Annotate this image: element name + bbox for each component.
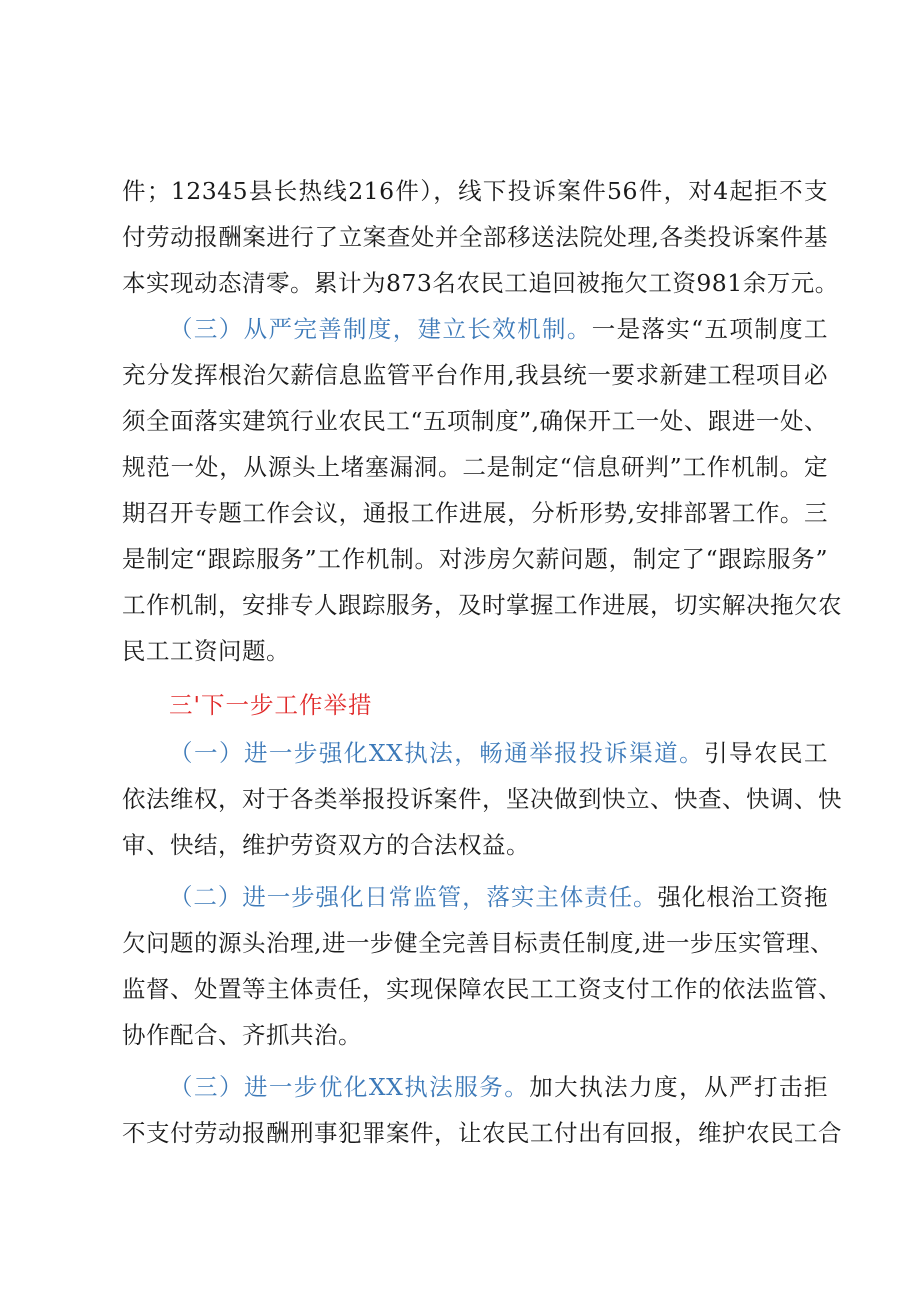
text-line: 工作机制，安排专人跟踪服务，及时掌握工作进展，切实解决拖欠农 <box>122 591 842 619</box>
text-line <box>122 306 828 352</box>
text-line: 规范一处，从源头上堵塞漏洞。二是制定“信息研判”工作机制。定 <box>122 453 828 481</box>
text-line: 件；12345县长热线216件），线下投诉案件56件，对4起拒不支 <box>122 177 828 205</box>
text-line: 须全面落实建筑行业农民工“五项制度”,确保开工一处、跟进一处、 <box>122 407 828 435</box>
text-line <box>122 730 828 776</box>
section-title: 三'下一步工作举措 <box>169 691 373 719</box>
text-line: 本实现动态清零。累计为873名农民工追回被拖欠工资981余万元。 <box>122 269 839 297</box>
text-line: 监督、处置等主体责任，实现保障农民工工资支付工作的依法监管、 <box>122 975 842 1003</box>
text-line: 民工工资问题。 <box>122 637 290 665</box>
text-span: 引导农民工 <box>704 739 829 767</box>
text-line: 是制定“跟踪服务”工作机制。对涉房欠薪问题，制定了“跟踪服务” <box>122 545 828 573</box>
text-line: 期召开专题工作会议，通报工作进展，分析形势,安排部署工作。三 <box>122 499 828 527</box>
text-line: 欠问题的源头治理,进一步健全完善目标责任制度,进一步压实管理、 <box>122 929 834 957</box>
subsection-heading: （三）进一步优化XX执法服务。 <box>169 1073 530 1101</box>
subsection-heading: （三）从严完善制度，建立长效机制。 <box>169 315 592 343</box>
text-line: 协作配合、齐抓共治。 <box>122 1021 362 1049</box>
paragraph-institution-building <box>122 306 842 674</box>
paragraph-law-enforcement <box>122 730 842 868</box>
text-line: 充分发挥根治欠薪信息监管平台作用,我县统一要求新建工程项目必 <box>122 361 828 389</box>
text-span: 一是落实“五项制度工 <box>591 315 828 343</box>
text-line: 付劳动报酬案进行了立案查处并全部移送法院处理,各类投诉案件基 <box>122 223 828 251</box>
paragraph-enforcement-service <box>122 1064 842 1156</box>
text-span: 强化根治工资拖 <box>657 883 829 911</box>
text-line: 依法维权，对于各类举报投诉案件，坚决做到快立、快查、快调、快 <box>122 785 842 813</box>
text-line: 不支付劳动报酬刑事犯罪案件，让农民工付出有回报，维护农民工合 <box>122 1119 842 1147</box>
subsection-heading: （一）进一步强化XX执法，畅通举报投诉渠道。 <box>169 739 705 767</box>
paragraph-complaint-stats <box>122 168 839 306</box>
text-line <box>122 874 828 920</box>
subsection-heading: （二）进一步强化日常监管，落实主体责任。 <box>169 883 658 911</box>
text-line: 审、快结，维护劳资双方的合法权益。 <box>122 831 530 859</box>
document-page <box>122 168 842 1156</box>
text-line <box>122 1064 828 1110</box>
text-span: 加大执法力度，从严打击拒 <box>529 1073 828 1101</box>
paragraph-daily-supervision <box>122 874 842 1058</box>
